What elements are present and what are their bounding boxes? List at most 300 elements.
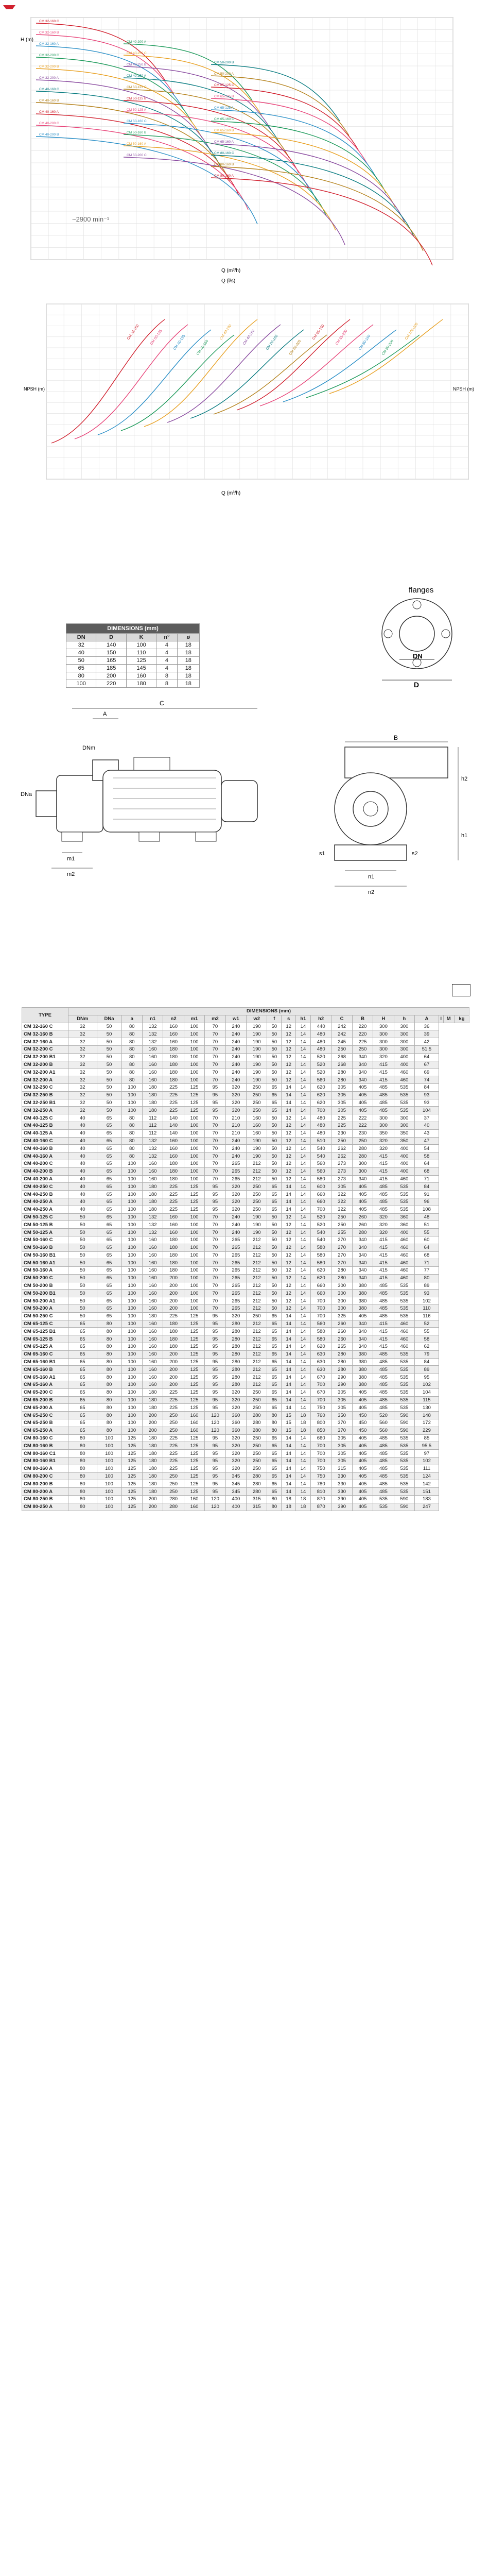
main-table-cell: 132 [142,1229,163,1236]
main-table-cell: 315 [331,1465,352,1472]
flange-table-cell: 50 [66,657,96,665]
main-table-row [22,1488,469,1496]
main-table-cell: 320 [373,1145,394,1153]
main-table-cell: 14 [295,1312,310,1320]
main-table-cell: 14 [295,1114,310,1122]
main-table-cell: 70 [205,1129,225,1137]
main-table-cell: 50 [68,1213,97,1221]
main-table-cell: 65 [267,1198,282,1206]
main-table-cell: 280 [331,1274,352,1282]
main-table-cell: 212 [247,1282,267,1290]
main-table-cell: 580 [310,1175,331,1183]
performance-curve-label: CM 50-200 C [127,154,147,157]
main-table-cell: 50 [267,1274,282,1282]
main-table-cell: 620 [310,1099,331,1107]
main-table-cell: 870 [310,1496,331,1503]
main-table-cell: 180 [163,1076,184,1084]
main-table-cell: 180 [163,1053,184,1061]
main-table-cell: 65 [267,1381,282,1389]
main-table-cell: 65 [68,1381,97,1389]
main-table-cell: 100 [121,1221,142,1229]
performance-curve-label: CM 40-250 A [127,74,146,78]
main-table-cell: 47 [415,1137,439,1145]
main-table-cell: 100 [97,1503,121,1511]
main-table-cell: 400 [394,1167,414,1175]
main-table-cell: 14 [295,1221,310,1229]
main-table-cell: 405 [352,1488,373,1496]
main-table-cell: 12 [282,1053,296,1061]
main-table-cell: 340 [352,1244,373,1251]
main-table-cell: 91 [415,1191,439,1198]
main-table-cell: 80 [267,1419,282,1427]
flange-table-cell: 125 [126,657,156,665]
main-table-cell: 265 [225,1290,246,1297]
main-table-cell: 460 [394,1069,414,1076]
performance-curve-label: CM 50-125 B [127,97,147,100]
main-table-cell: 225 [163,1396,184,1404]
main-table-cell: 100 [184,1175,204,1183]
main-table-cell: 580 [310,1251,331,1259]
main-table-cell: 65 [97,1145,121,1153]
main-table-cell: 340 [352,1053,373,1061]
main-table-row [22,1045,469,1053]
main-table-cell: 50 [267,1282,282,1290]
main-table-cell: 14 [282,1374,296,1381]
pump-type-cell: CM 50-200 A1 [22,1297,68,1305]
main-table-cell: 14 [295,1129,310,1137]
main-table-cell: 50 [267,1045,282,1053]
main-table-cell: 360 [394,1221,414,1229]
main-table-cell: 12 [282,1297,296,1305]
main-table-cell: 160 [142,1366,163,1374]
main-table-cell: 65 [97,1229,121,1236]
main-table-cell: 70 [205,1030,225,1038]
main-table-cell: 14 [282,1206,296,1213]
main-table-cell: 70 [205,1221,225,1229]
main-table-cell: 40 [68,1129,97,1137]
main-table-row [22,1023,469,1030]
main-table-cell: 125 [184,1328,204,1335]
main-table-cell: 70 [205,1114,225,1122]
main-table-cell: 132 [142,1038,163,1046]
main-table-cell: 100 [184,1114,204,1122]
performance-curve-label: CM 65-125 C [214,83,234,87]
main-table-cell: 14 [295,1122,310,1129]
main-table-cell: 405 [352,1107,373,1114]
main-table-cell: 305 [331,1099,352,1107]
main-table-cell: 160 [163,1023,184,1030]
front-label-b: B [394,734,398,741]
main-table-row [22,1053,469,1061]
main-table-cell: 14 [295,1434,310,1442]
main-table-cell: 810 [310,1488,331,1496]
main-table-row [22,1114,469,1122]
main-table-cell: 95 [205,1450,225,1458]
main-table-cell: 300 [373,1023,394,1030]
pump-side-view-drawing [15,693,304,909]
main-table-cell: 80 [68,1450,97,1458]
main-table-cell: 160 [142,1251,163,1259]
pump-type-cell: CM 40-250 A [22,1206,68,1213]
main-table-row [22,1358,469,1366]
main-table-cell: 68 [415,1167,439,1175]
main-table-cell: 40 [68,1206,97,1213]
main-table-row [22,1434,469,1442]
main-table-cell: 100 [121,1091,142,1099]
main-table-row [22,1328,469,1335]
main-table-cell: 70 [205,1038,225,1046]
performance-curve-label: CM 40-160 C [39,88,59,91]
main-table-cell: 340 [352,1259,373,1267]
flange-table-row [66,649,200,657]
main-table-cell: 225 [163,1458,184,1465]
main-table-cell: 70 [205,1160,225,1167]
npsh-curves-chart [0,289,489,505]
main-table-cell: 380 [352,1381,373,1389]
main-table-cell: 125 [121,1458,142,1465]
main-table-cell: 320 [225,1396,246,1404]
main-table-cell: 65 [97,1183,121,1191]
main-table-cell: 405 [352,1496,373,1503]
main-table-cell: 160 [142,1259,163,1267]
main-table-cell: 50 [68,1244,97,1251]
main-table-cell: 450 [352,1412,373,1419]
main-table-cell: 65 [97,1221,121,1229]
main-table-cell: 14 [295,1153,310,1160]
main-table-cell: 580 [310,1244,331,1251]
main-table-cell: 250 [247,1434,267,1442]
main-table-cell: 180 [163,1251,184,1259]
main-table-cell: 80 [68,1488,97,1496]
flange-table-cell: 18 [177,665,199,672]
main-table-cell: 14 [295,1038,310,1046]
main-table-cell: 320 [225,1099,246,1107]
main-table-cell: 180 [163,1328,184,1335]
main-table-cell: 322 [331,1198,352,1206]
main-table-cell: 14 [282,1472,296,1480]
main-table-cell: 14 [282,1320,296,1328]
main-table-cell: 160 [184,1496,204,1503]
main-table-cell: 100 [97,1450,121,1458]
main-table-cell: 12 [282,1175,296,1183]
performance-curve-label: CM 50-200 B [214,61,234,64]
main-table-cell: 67 [415,1061,439,1069]
main-table-cell: 322 [331,1206,352,1213]
main-table-cell: 180 [142,1488,163,1496]
main-table-row [22,1312,469,1320]
main-table-cell: 535 [394,1388,414,1396]
main-table-row [22,1206,469,1213]
main-table-cell: 95 [205,1465,225,1472]
main-table-cell: 180 [163,1343,184,1351]
main-table-cell: 70 [205,1267,225,1275]
main-table-cell: 50 [68,1259,97,1267]
main-table-cell: 80 [68,1496,97,1503]
main-table-cell: 65 [267,1396,282,1404]
main-table-row [22,1145,469,1153]
main-table-cell: 535 [394,1480,414,1488]
npsh-curve-label: CM 50-125 [149,329,163,346]
main-table-header: a [121,1015,142,1023]
main-table-cell: 80 [97,1427,121,1434]
main-table-cell: 450 [352,1419,373,1427]
side-label-c: C [160,700,164,707]
main-table-cell: 50 [97,1023,121,1030]
main-table-cell: 265 [331,1343,352,1351]
main-table-cell: 700 [310,1206,331,1213]
main-table-cell: 250 [247,1206,267,1213]
main-table-cell: 250 [247,1183,267,1191]
main-table-cell: 80 [121,1030,142,1038]
main-table-cell: 80 [97,1358,121,1366]
main-table-cell: 14 [295,1076,310,1084]
main-table-cell: 65 [267,1465,282,1472]
main-table-cell: 100 [97,1480,121,1488]
main-table-cell: 125 [121,1465,142,1472]
main-table-cell: 160 [163,1153,184,1160]
main-table-cell: 190 [247,1061,267,1069]
main-table-cell: 590 [394,1427,414,1434]
main-table-cell: 50 [267,1053,282,1061]
main-table-row [22,1122,469,1129]
pump-type-cell: CM 65-160 A1 [22,1374,68,1381]
main-table-cell: 200 [163,1290,184,1297]
main-table-row [22,1366,469,1374]
main-table-cell: 400 [225,1496,246,1503]
performance-curves-chart [0,0,489,289]
main-table-cell: 160 [142,1381,163,1389]
npsh-right-axis-label: NPSH (m) [453,386,474,392]
main-table-header: h1 [295,1015,310,1023]
main-table-cell: 14 [295,1053,310,1061]
main-table-header: C [331,1015,352,1023]
main-table-cell: 700 [310,1396,331,1404]
main-table-cell: 125 [184,1458,204,1465]
main-table-cell: 14 [282,1388,296,1396]
flange-table-header: K [126,634,156,641]
main-table-cell: 535 [394,1366,414,1374]
main-table-cell: 460 [394,1335,414,1343]
main-table-cell: 180 [163,1175,184,1183]
main-table-cell: 190 [247,1045,267,1053]
main-table-cell: 14 [295,1198,310,1206]
npsh-curve-label: CM 65-160 [311,324,325,341]
main-table-cell: 50 [97,1038,121,1046]
main-table-cell: 535 [394,1083,414,1091]
main-table-header: DNm [68,1015,97,1023]
flange-table-header: n° [156,634,177,641]
main-table-cell: 14 [282,1312,296,1320]
main-table-cell: 190 [247,1137,267,1145]
main-table-cell: 50 [68,1267,97,1275]
main-table-cell: 70 [205,1076,225,1084]
main-table-cell: 95 [205,1099,225,1107]
main-table-cell: 100 [121,1236,142,1244]
pump-type-cell: CM 40-200 B [22,1167,68,1175]
main-table-cell: 14 [282,1465,296,1472]
main-table-cell: 70 [205,1297,225,1305]
pump-type-cell: CM 32-200 A1 [22,1069,68,1076]
main-table-cell: 320 [225,1404,246,1412]
main-table-cell: 125 [184,1350,204,1358]
main-table-cell: 40 [68,1114,97,1122]
main-table-cell: 265 [225,1167,246,1175]
side-label-dna: DNa [21,791,32,798]
main-table-cell: 535 [394,1183,414,1191]
main-table-cell: 405 [352,1206,373,1213]
main-table-cell: 485 [373,1305,394,1313]
main-table-cell: 100 [97,1442,121,1450]
main-table-row [22,1091,469,1099]
main-table-cell: 100 [184,1259,204,1267]
pump-type-cell: CM 50-200 B [22,1282,68,1290]
main-table-cell: 125 [184,1343,204,1351]
main-table-cell: 14 [282,1091,296,1099]
main-table-cell: 520 [310,1061,331,1069]
main-table-cell: 250 [331,1137,352,1145]
main-table-cell: 240 [225,1229,246,1236]
main-table-row [22,1229,469,1236]
main-table-cell: 14 [295,1107,310,1114]
main-table-cell: 84 [415,1358,439,1366]
npsh-curve-label: CM 40-200 [219,324,233,341]
main-table-cell: 270 [331,1236,352,1244]
main-table-cell: 280 [331,1267,352,1275]
npsh-curve-label: CM 32-250 [126,324,140,341]
front-label-n2: n2 [368,889,375,895]
main-table-row [22,1503,469,1511]
main-table-cell: 120 [205,1412,225,1419]
main-table-cell: 125 [184,1465,204,1472]
main-table-cell: 65 [267,1191,282,1198]
main-table-cell: 95 [205,1434,225,1442]
main-table-cell: 485 [373,1107,394,1114]
main-table-cell: 15 [282,1412,296,1419]
main-table-cell: 125 [184,1404,204,1412]
pump-type-cell: CM 40-125 C [22,1114,68,1122]
main-table-cell: 250 [163,1488,184,1496]
main-table-cell: 200 [163,1374,184,1381]
main-table-cell: 380 [352,1305,373,1313]
main-table-cell: 450 [352,1427,373,1434]
main-table-cell: 50 [68,1251,97,1259]
main-table-cell: 590 [394,1496,414,1503]
main-table-cell: 160 [142,1167,163,1175]
main-table-cell: 280 [331,1358,352,1366]
main-table-cell: 200 [163,1366,184,1374]
main-table-cell: 65 [267,1320,282,1328]
pump-type-cell: CM 32-250 B [22,1091,68,1099]
main-table-row [22,1160,469,1167]
main-table-cell: 132 [142,1213,163,1221]
main-table-cell: 14 [295,1069,310,1076]
main-table-row [22,1221,469,1229]
main-table-row [22,1167,469,1175]
main-table-cell: 250 [163,1419,184,1427]
main-table-cell: 65 [97,1153,121,1160]
main-table-cell: 360 [394,1213,414,1221]
main-table-cell: 40 [68,1167,97,1175]
main-table-cell: 65 [68,1419,97,1427]
main-table-cell: 370 [331,1427,352,1434]
pump-type-cell: CM 32-200 A [22,1076,68,1084]
main-table-cell: 14 [295,1374,310,1381]
main-table-cell: 390 [331,1503,352,1511]
main-table-cell: 104 [415,1107,439,1114]
main-table-cell: 240 [225,1145,246,1153]
main-table-cell: 460 [394,1267,414,1275]
main-table-cell: 340 [352,1328,373,1335]
main-table-cell: 210 [225,1122,246,1129]
main-table-cell: 14 [295,1023,310,1030]
main-table-cell: 18 [295,1427,310,1434]
main-table-cell: 280 [225,1366,246,1374]
main-table-header: s [282,1015,296,1023]
main-table-cell: 340 [352,1076,373,1084]
main-table-cell: 190 [247,1069,267,1076]
pump-type-cell: CM 80-250 A [22,1503,68,1511]
main-table-cell: 93 [415,1290,439,1297]
main-table-cell: 180 [142,1465,163,1472]
main-table-cell: 415 [373,1274,394,1282]
brand-logo-icon [3,5,15,9]
main-table-cell: 48 [415,1213,439,1221]
main-table-cell: 405 [352,1396,373,1404]
main-table-cell: 212 [247,1374,267,1381]
main-table-cell: 65 [68,1358,97,1366]
main-table-cell: 220 [352,1030,373,1038]
main-table-cell: 12 [282,1069,296,1076]
main-table-cell: 620 [310,1343,331,1351]
flange-table-cell: 18 [177,672,199,680]
main-table-cell: 265 [225,1160,246,1167]
main-table-cell: 80 [68,1503,97,1511]
main-table-cell: 14 [295,1145,310,1153]
main-table-cell: 71 [415,1175,439,1183]
main-table-cell: 125 [184,1198,204,1206]
main-table-cell: 240 [225,1038,246,1046]
main-table-cell: 65 [97,1114,121,1122]
main-table-cell: 100 [121,1388,142,1396]
main-table-cell: 18 [282,1503,296,1511]
main-table-cell: 50 [267,1175,282,1183]
main-table-cell: 18 [295,1412,310,1419]
main-table-cell: 80 [121,1038,142,1046]
main-table-cell: 50 [267,1069,282,1076]
performance-curve-label: CM 50-160 C [127,120,147,123]
main-table-cell: 405 [352,1083,373,1091]
main-table-cell: 225 [163,1450,184,1458]
main-table-cell: 32 [68,1053,97,1061]
main-table-cell: 535 [394,1434,414,1442]
main-table-cell: 160 [142,1290,163,1297]
main-table-cell: 225 [163,1198,184,1206]
main-table-cell: 65 [267,1480,282,1488]
main-table-cell: 160 [142,1374,163,1381]
main-table-header: w1 [225,1015,246,1023]
main-table-cell: 190 [247,1053,267,1061]
main-table-cell: 750 [310,1404,331,1412]
main-table-cell: 18 [295,1503,310,1511]
main-table-cell: 100 [184,1213,204,1221]
pump-type-cell: CM 80-160 C1 [22,1450,68,1458]
main-table-cell: 405 [352,1442,373,1450]
flange-table-title: DIMENSIONS (mm) [66,624,200,634]
main-table-cell: 405 [352,1404,373,1412]
main-table-cell: 415 [373,1160,394,1167]
npsh-curve-label: CM 50-160 [265,334,279,351]
flange-table-row [66,672,200,680]
